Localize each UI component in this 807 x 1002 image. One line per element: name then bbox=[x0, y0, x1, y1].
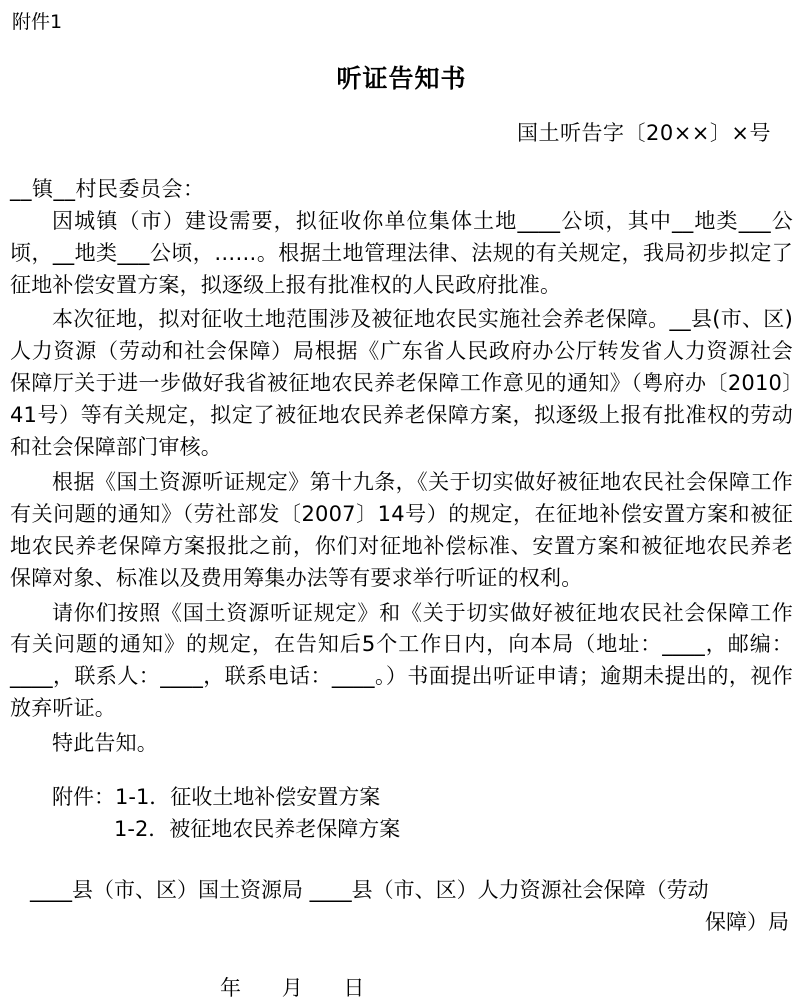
body-paragraph: 本次征地，拟对征收土地范围涉及被征地农民实施社会养老保障。__县(市、区)人力资源（劳动和社会保障）局根据《广东省人民政府办公厅转发省人力资源社会保障厅关于进一步做好我省被征地农民养老保障工作意见的通知》（粤府办〔2010〕41号）等有关规定，拟定了被征地农民养老保障方案，拟逐级上报有批准权的劳动和社会保障部门审核。 bbox=[10, 307, 793, 460]
signature-line-primary: ____县（市、区）国土资源局 ____县（市、区）人力资源社会保障（劳动 bbox=[30, 878, 709, 903]
signature-line-secondary: 保障）局 bbox=[705, 909, 789, 934]
attachment-list-item: 附件：1-1．征收土地补偿安置方案 bbox=[52, 785, 381, 810]
document-number: 国土听告字〔20××〕×号 bbox=[516, 120, 771, 145]
body-paragraph: 因城镇（市）建设需要，拟征收你单位集体土地____公顷，其中__地类___公顷，__地类___公顷，……。根据土地管理法律、法规的有关规定，我局初步拟定了征地补偿安置方案，拟逐级上报有批准权的人民政府批准。 bbox=[10, 208, 793, 297]
attachment-label: 附件1 bbox=[12, 11, 63, 33]
date-month-label: 月 bbox=[281, 976, 305, 1001]
page-title: 听证告知书 bbox=[336, 63, 467, 93]
recipient-line: __镇__村民委员会： bbox=[10, 176, 205, 201]
attachment-list-item: 1-2．被征地农民养老保障方案 bbox=[114, 816, 401, 841]
date-line bbox=[10, 972, 793, 1002]
date-day-label: 日 bbox=[343, 976, 367, 1001]
body-paragraph: 请你们按照《国土资源听证规定》和《关于切实做好被征地农民社会保障工作有关问题的通知》的规定，在告知后5个工作日内，向本局（地址：____，邮编：____，联系人：____，联系电话：____。）书面提出听证申请；逾期未提出的，视作放弃听证。 bbox=[10, 600, 793, 721]
signature-block bbox=[10, 875, 793, 938]
body-paragraph: 根据《国土资源听证规定》第十九条，《关于切实做好被征地农民社会保障工作有关问题的通知》（劳社部发〔2007〕14号）的规定，在征地补偿安置方案和被征地农民养老保障方案报批之前，你们对征地补偿标准、安置方案和被征地农民养老保障对象、标准以及费用筹集办法等有要求举行听证的权利。 bbox=[10, 469, 793, 590]
attachment-list bbox=[10, 782, 793, 845]
body-paragraph: 特此告知。 bbox=[52, 731, 158, 756]
date-year-label: 年 bbox=[220, 976, 243, 1001]
